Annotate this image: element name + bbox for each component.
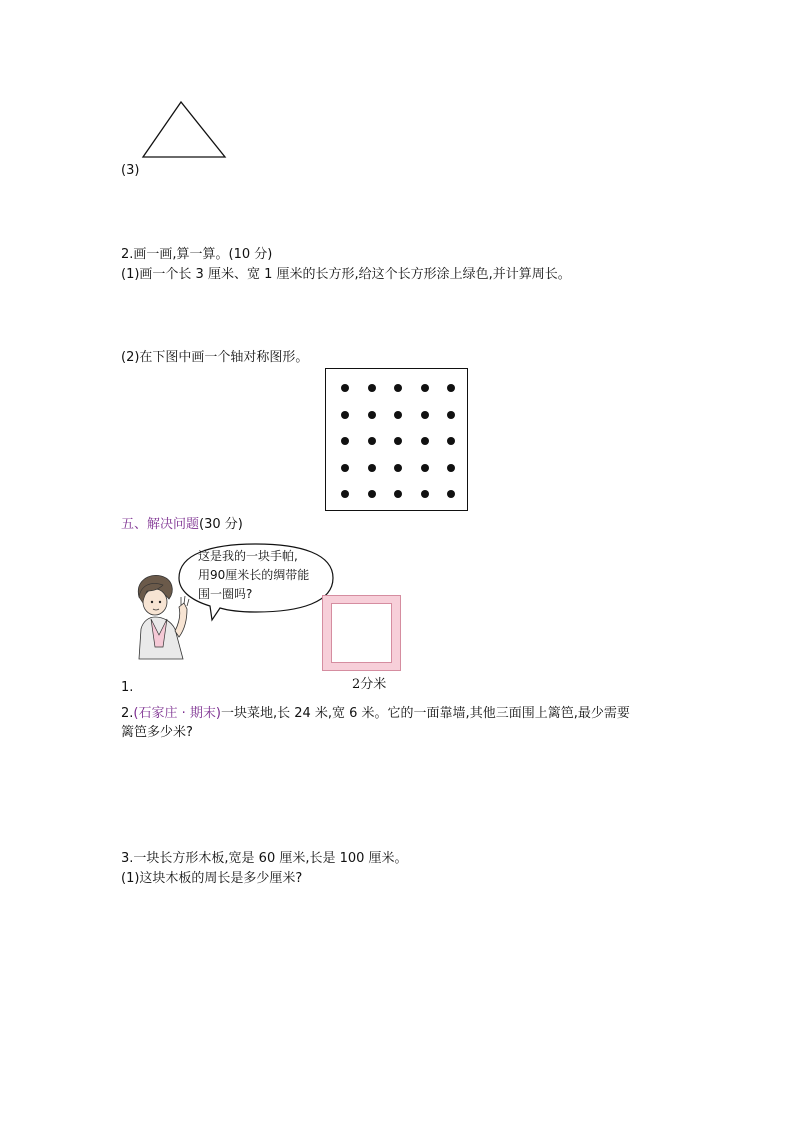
question-5-2-text-continued: 篱笆多少米?	[121, 725, 193, 740]
child-illustration	[129, 573, 197, 660]
grid-dot	[341, 490, 349, 498]
grid-dot	[447, 411, 455, 419]
question-5-3: 3.一块长方形木板,宽是 60 厘米,长是 100 厘米。	[121, 851, 408, 866]
grid-dot	[341, 411, 349, 419]
triangle-figure	[140, 100, 230, 162]
grid-dot	[394, 384, 402, 392]
question-5-1-number: 1.	[121, 680, 134, 695]
grid-dot	[421, 411, 429, 419]
question-2-part-1: (1)画一个长 3 厘米、宽 1 厘米的长方形,给这个长方形涂上绿色,并计算周长。	[121, 267, 571, 282]
grid-dot	[447, 464, 455, 472]
grid-dot	[368, 411, 376, 419]
grid-dot	[394, 437, 402, 445]
grid-dot	[447, 384, 455, 392]
grid-dot	[421, 490, 429, 498]
grid-dot	[421, 437, 429, 445]
grid-dot	[341, 384, 349, 392]
section-5-title: 五、解决问题	[121, 517, 200, 532]
grid-dot	[421, 464, 429, 472]
grid-dot	[341, 464, 349, 472]
question-5-2-text: 一块菜地,长 24 米,宽 6 米。它的一面靠墙,其他三面围上篱笆,最少需要	[220, 706, 630, 721]
grid-dot	[368, 464, 376, 472]
question-2-heading: 2.画一画,算一算。(10 分)	[121, 247, 273, 262]
speech-bubble-text: 这是我的一块手帕, 用90厘米长的绸带能 围一圈吗?	[198, 549, 310, 601]
grid-dot	[394, 411, 402, 419]
triangle-label: (3)	[121, 163, 140, 178]
grid-dot	[368, 437, 376, 445]
question-5-3-part-1: (1)这块木板的周长是多少厘米?	[121, 871, 303, 886]
question-5-2-source: (石家庄 · 期末)	[133, 706, 221, 721]
handkerchief-size-label: 2分米	[352, 677, 387, 692]
grid-dot	[368, 384, 376, 392]
grid-dot	[447, 437, 455, 445]
dot-grid	[325, 368, 468, 511]
handkerchief-inner	[331, 603, 392, 663]
grid-dot	[341, 437, 349, 445]
grid-dot	[394, 490, 402, 498]
section-5-points: (30 分)	[199, 517, 243, 532]
grid-dot	[368, 490, 376, 498]
question-2-part-2: (2)在下图中画一个轴对称图形。	[121, 350, 309, 365]
question-5-2	[121, 705, 630, 723]
grid-dot	[421, 384, 429, 392]
grid-dot	[447, 490, 455, 498]
handkerchief	[322, 595, 401, 671]
grid-dot	[394, 464, 402, 472]
question-5-2-number: 2.	[121, 706, 134, 721]
section-5-heading	[121, 516, 243, 534]
